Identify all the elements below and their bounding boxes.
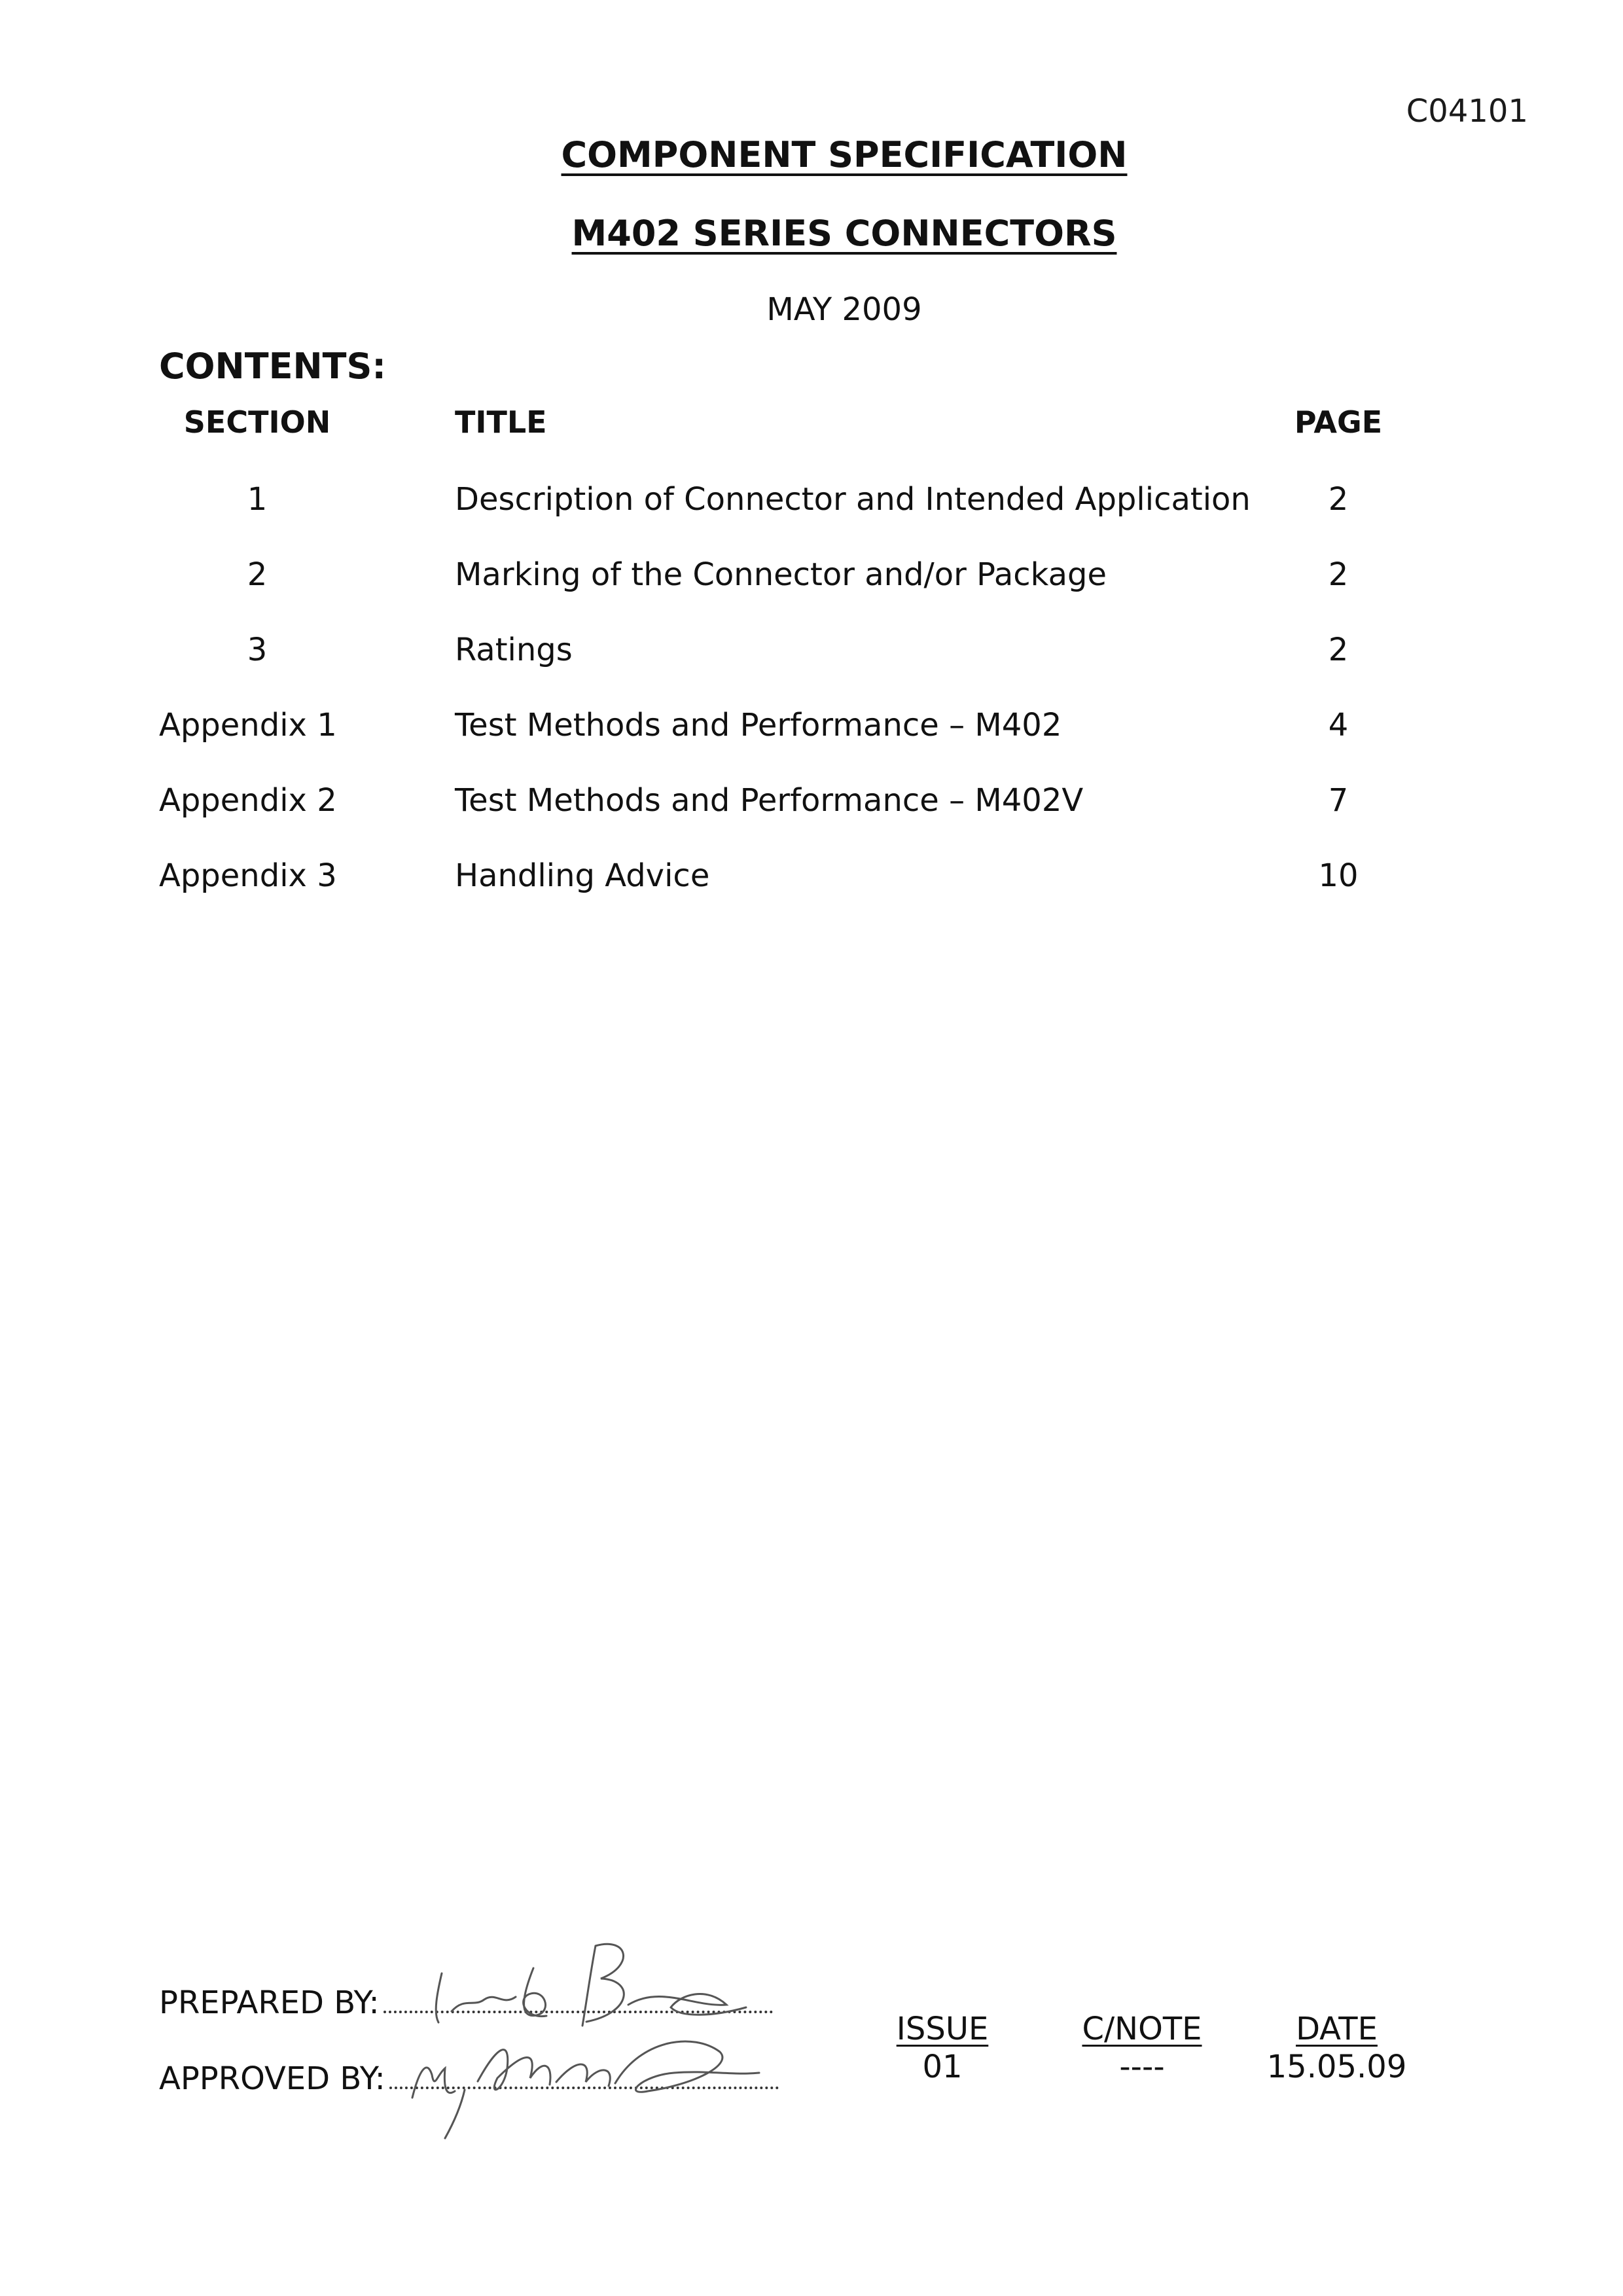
document-title: COMPONENT SPECIFICATION [561,134,1128,175]
row-section: 3 [247,632,268,668]
table-row [0,632,1623,684]
contents-heading: CONTENTS: [159,346,386,387]
row-section: Appendix 3 [159,857,337,894]
approved-by-label: APPROVED BY: [159,2060,385,2097]
row-page: 10 [1318,857,1359,894]
table-row [0,707,1623,759]
issue-label: ISSUE [896,2011,989,2047]
row-section: Appendix 1 [159,707,337,744]
prepared-by-label: PREPARED BY: [159,1984,380,2021]
table-row [0,556,1623,609]
cnote-value: ---- [1119,2049,1165,2085]
column-header-section: SECTION [183,404,331,440]
table-row [0,782,1623,834]
row-page: 4 [1328,707,1349,744]
cnote-label: C/NOTE [1082,2011,1202,2047]
issue-value: 01 [922,2049,963,2085]
column-header-page: PAGE [1294,404,1383,440]
document-date: MAY 2009 [766,291,922,328]
approved-by-signature [366,2013,772,2144]
row-title: Handling Advice [455,857,710,894]
row-title: Test Methods and Performance – M402V [455,782,1084,819]
row-page: 2 [1328,481,1349,518]
date-label: DATE [1296,2011,1378,2047]
row-page: 2 [1328,632,1349,668]
document-code: C04101 [1406,93,1528,130]
table-row [0,481,1623,533]
row-title: Marking of the Connector and/or Package [455,556,1107,593]
row-page: 7 [1328,782,1349,819]
row-page: 2 [1328,556,1349,593]
table-row [0,857,1623,910]
row-section: 2 [247,556,268,593]
column-header-title: TITLE [455,404,547,440]
row-title: Test Methods and Performance – M402 [455,707,1062,744]
row-title: Description of Connector and Intended Application [455,481,1251,518]
row-section: Appendix 2 [159,782,337,819]
row-title: Ratings [455,632,573,668]
document-subtitle: M402 SERIES CONNECTORS [571,213,1117,254]
row-section: 1 [247,481,268,518]
date-value: 15.05.09 [1266,2049,1407,2085]
